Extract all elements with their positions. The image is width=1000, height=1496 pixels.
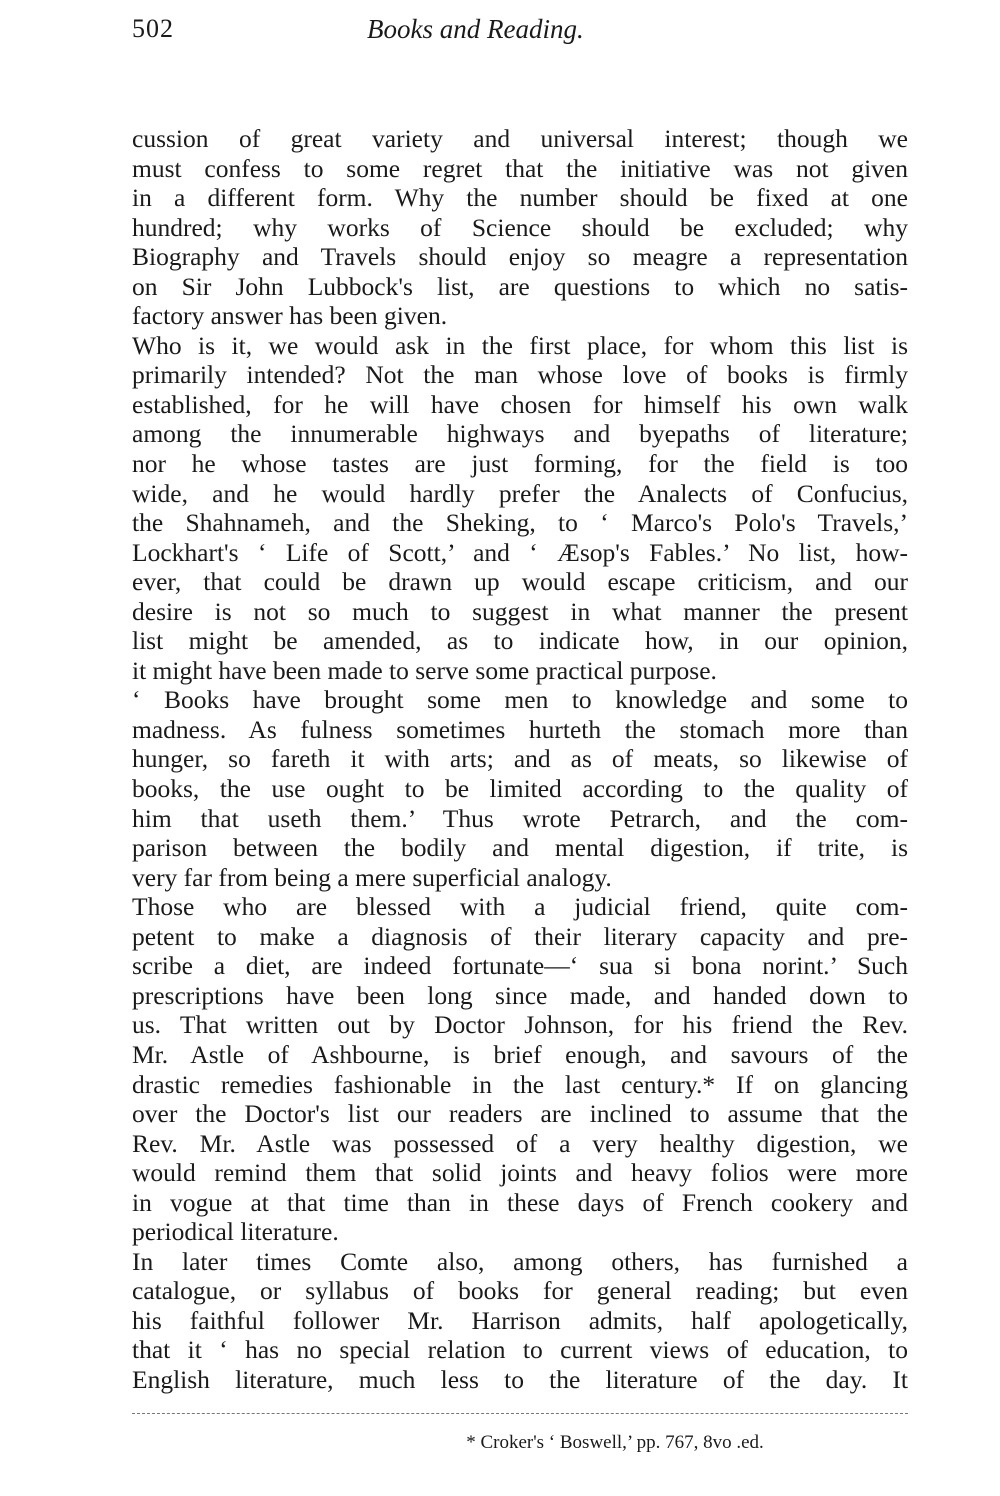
text-line: parison between the bodily and mental digestion, if trite, is	[132, 833, 908, 863]
text-line: Those who are blessed with a judicial friend, quite com-	[132, 892, 908, 922]
text-line: wide, and he would hardly prefer the Analects of Confucius,	[132, 478, 908, 508]
text-line: list might be amended, as to indicate how, in our opinion,	[132, 626, 908, 656]
body-text	[132, 124, 908, 1395]
text-line: English literature, much less to the literature of the day. It	[132, 1364, 908, 1394]
text-line: cussion of great variety and universal interest; though we	[132, 124, 908, 153]
text-line: Rev. Mr. Astle was possessed of a very healthy digestion, we	[132, 1128, 908, 1158]
text-line: must confess to some regret that the initiative was not given	[132, 153, 908, 183]
text-line: Mr. Astle of Ashbourne, is brief enough, and savours of the	[132, 1039, 908, 1069]
paragraph	[132, 331, 908, 686]
footnote: * Croker's ‘ Boswell,’ pp. 767, 8vo .ed.	[466, 1432, 764, 1453]
text-line: factory answer has been given.	[132, 301, 448, 331]
text-line: primarily intended? Not the man whose love of books is firmly	[132, 360, 908, 390]
text-line: us. That written out by Doctor Johnson, for his friend the Rev.	[132, 1010, 908, 1040]
text-line: it might have been made to serve some practical purpose.	[132, 655, 717, 685]
page-number: 502	[132, 14, 174, 43]
paragraph	[132, 124, 908, 331]
text-line: in a different form. Why the number should be fixed at one	[132, 183, 908, 213]
text-line: madness. As fulness sometimes hurteth the stomach more than	[132, 714, 908, 744]
text-line: scribe a diet, are indeed fortunate—‘ sua si bona norint.’ Such	[132, 951, 908, 981]
text-line: his faithful follower Mr. Harrison admits, half apologetically,	[132, 1305, 908, 1335]
text-line: Lockhart's ‘ Life of Scott,’ and ‘ Æsop's Fables.’ No list, how-	[132, 537, 908, 567]
footnote-rule	[132, 1413, 908, 1414]
paragraph	[132, 1247, 908, 1395]
text-line: ever, that could be drawn up would escape criticism, and our	[132, 567, 908, 597]
text-line: ‘ Books have brought some men to knowledge and some to	[132, 685, 908, 715]
text-line: him that useth them.’ Thus wrote Petrarch, and the com-	[132, 803, 908, 833]
text-line: prescriptions have been long since made, and handed down to	[132, 980, 908, 1010]
text-line: petent to make a diagnosis of their literary capacity and pre-	[132, 921, 908, 951]
text-line: among the innumerable highways and byepaths of literature;	[132, 419, 908, 449]
text-line: desire is not so much to suggest in what manner the present	[132, 596, 908, 626]
text-line: hundred; why works of Science should be excluded; why	[132, 212, 908, 242]
text-line: very far from being a mere superficial analogy.	[132, 862, 612, 892]
text-line: established, for he will have chosen for himself his own walk	[132, 389, 908, 419]
text-line: the Shahnameh, and the Sheking, to ‘ Marco's Polo's Travels,’	[132, 508, 908, 538]
text-line: that it ‘ has no special relation to current views of education, to	[132, 1335, 908, 1365]
text-line: books, the use ought to be limited according to the quality of	[132, 774, 908, 804]
text-line: Biography and Travels should enjoy so meagre a representation	[132, 242, 908, 272]
page-header	[132, 14, 908, 50]
text-line: In later times Comte also, among others, has furnished a	[132, 1246, 908, 1276]
text-line: over the Doctor's list our readers are inclined to assume that the	[132, 1099, 908, 1129]
text-line: nor he whose tastes are just forming, for the field is too	[132, 449, 908, 479]
paragraph	[132, 892, 908, 1247]
text-line: in vogue at that time than in these days of French cookery and	[132, 1187, 908, 1217]
running-title: Books and Reading.	[367, 14, 584, 44]
text-line: Who is it, we would ask in the first place, for whom this list is	[132, 330, 908, 360]
text-line: would remind them that solid joints and heavy folios were more	[132, 1158, 908, 1188]
text-line: hunger, so fareth it with arts; and as of meats, so likewise of	[132, 744, 908, 774]
paragraph	[132, 685, 908, 892]
text-line: on Sir John Lubbock's list, are questions to which no satis-	[132, 271, 908, 301]
text-line: periodical literature.	[132, 1217, 339, 1247]
text-line: drastic remedies fashionable in the last century.* If on glancing	[132, 1069, 908, 1099]
text-line: catalogue, or syllabus of books for general reading; but even	[132, 1276, 908, 1306]
